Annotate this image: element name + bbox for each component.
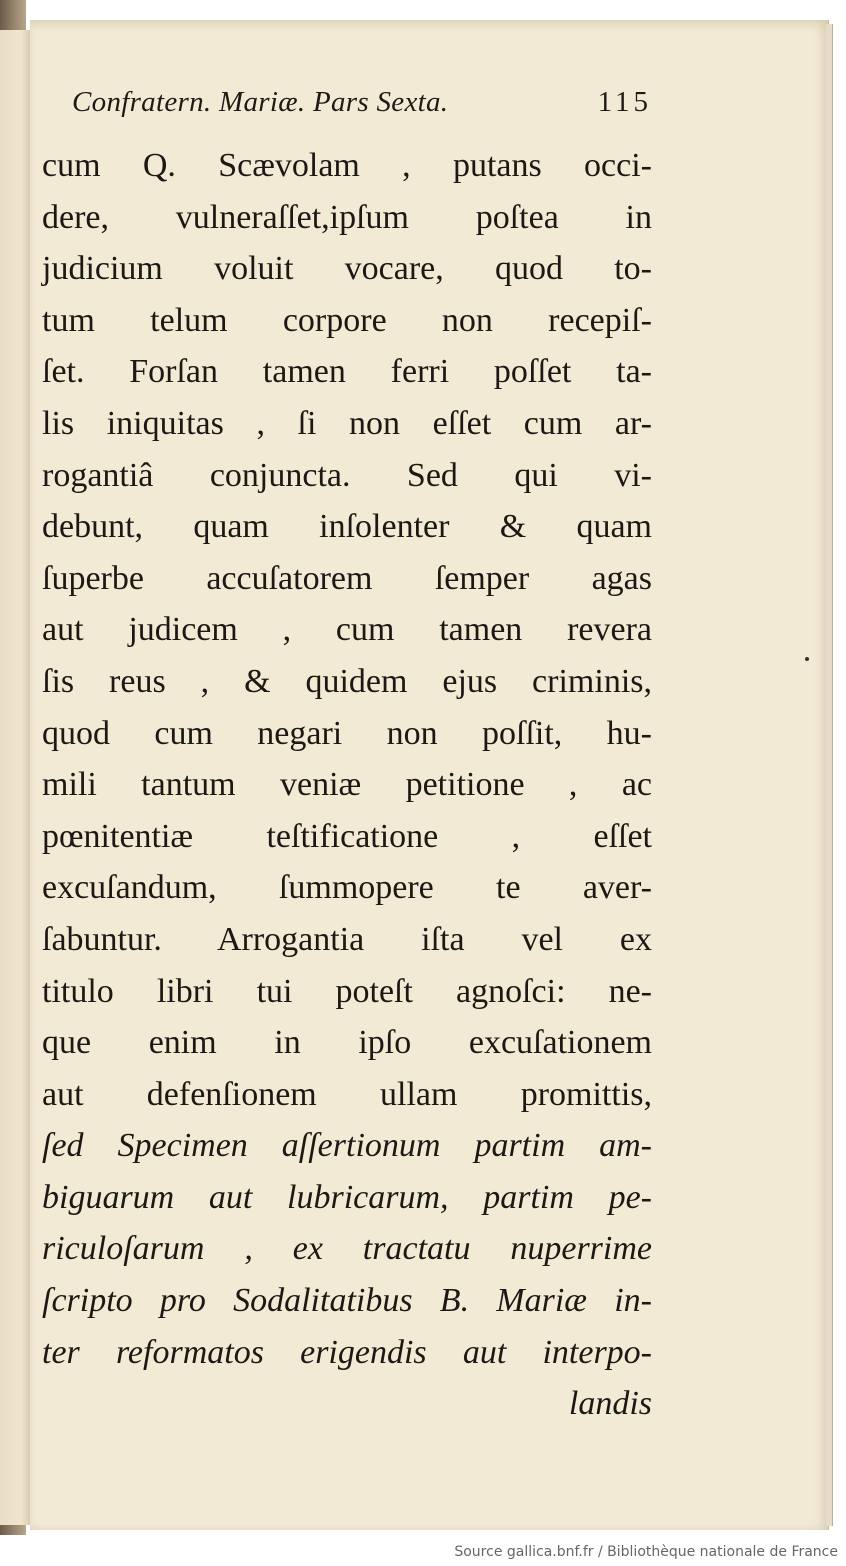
text-line: riculoſarum , ex tractatu nuperrime: [42, 1230, 652, 1268]
text-line: ſuperbe accuſatorem ſemper agas: [42, 559, 652, 597]
body-text: [42, 140, 652, 1430]
text-line: biguarum aut lubricarum, partim pe-: [42, 1178, 652, 1216]
text-line: pœnitentiæ teſtificatione , eſſet: [42, 817, 652, 855]
text-line: titulo libri tui poteſt agnoſci: ne-: [42, 972, 652, 1010]
text-line: landis: [568, 1385, 652, 1423]
text-line: ſcripto pro Sodalitatibus B. Mariæ in-: [42, 1282, 652, 1320]
text-line: ſed Specimen aſſertionum partim am-: [42, 1127, 652, 1165]
text-line: tum telum corpore non recepiſ-: [42, 301, 652, 339]
page-number: 115: [597, 86, 652, 118]
source-credit: Source gallica.bnf.fr / Bibliothèque nationale de France: [454, 1544, 838, 1560]
text-line: judicium voluit vocare, quod to-: [42, 250, 652, 288]
running-header: [72, 86, 652, 119]
text-line: ter reformatos erigendis aut interpo-: [42, 1333, 652, 1371]
adjacent-page-sliver: [0, 30, 31, 1525]
text-line: dere, vulneraſſet,ipſum poſtea in: [42, 198, 652, 236]
text-line: ſet. Forſan tamen ferri poſſet ta-: [42, 353, 652, 391]
text-line: que enim in ipſo excuſationem: [42, 1024, 652, 1062]
page-edge: [826, 24, 833, 1526]
text-line: excuſandum, ſummopere te aver-: [42, 869, 652, 907]
text-line: lis iniquitas , ſi non eſſet cum ar-: [42, 404, 652, 442]
text-line: quod cum negari non poſſit, hu-: [42, 714, 652, 752]
text-line: aut judicem , cum tamen revera: [42, 611, 652, 649]
text-line: mili tantum veniæ petitione , ac: [42, 766, 652, 804]
text-line: debunt, quam inſolenter & quam: [42, 508, 652, 546]
ink-speck: [805, 657, 809, 661]
text-line: rogantiâ conjuncta. Sed qui vi-: [42, 456, 652, 494]
text-line: aut defenſionem ullam promittis,: [42, 1075, 652, 1113]
text-line: cum Q. Scævolam , putans occi-: [42, 147, 652, 184]
text-line: ſabuntur. Arrogantia iſta vel ex: [42, 920, 652, 958]
text-line: ſis reus , & quidem ejus criminis,: [42, 662, 652, 700]
header-title: Confratern. Mariæ. Pars Sexta.: [72, 86, 449, 118]
